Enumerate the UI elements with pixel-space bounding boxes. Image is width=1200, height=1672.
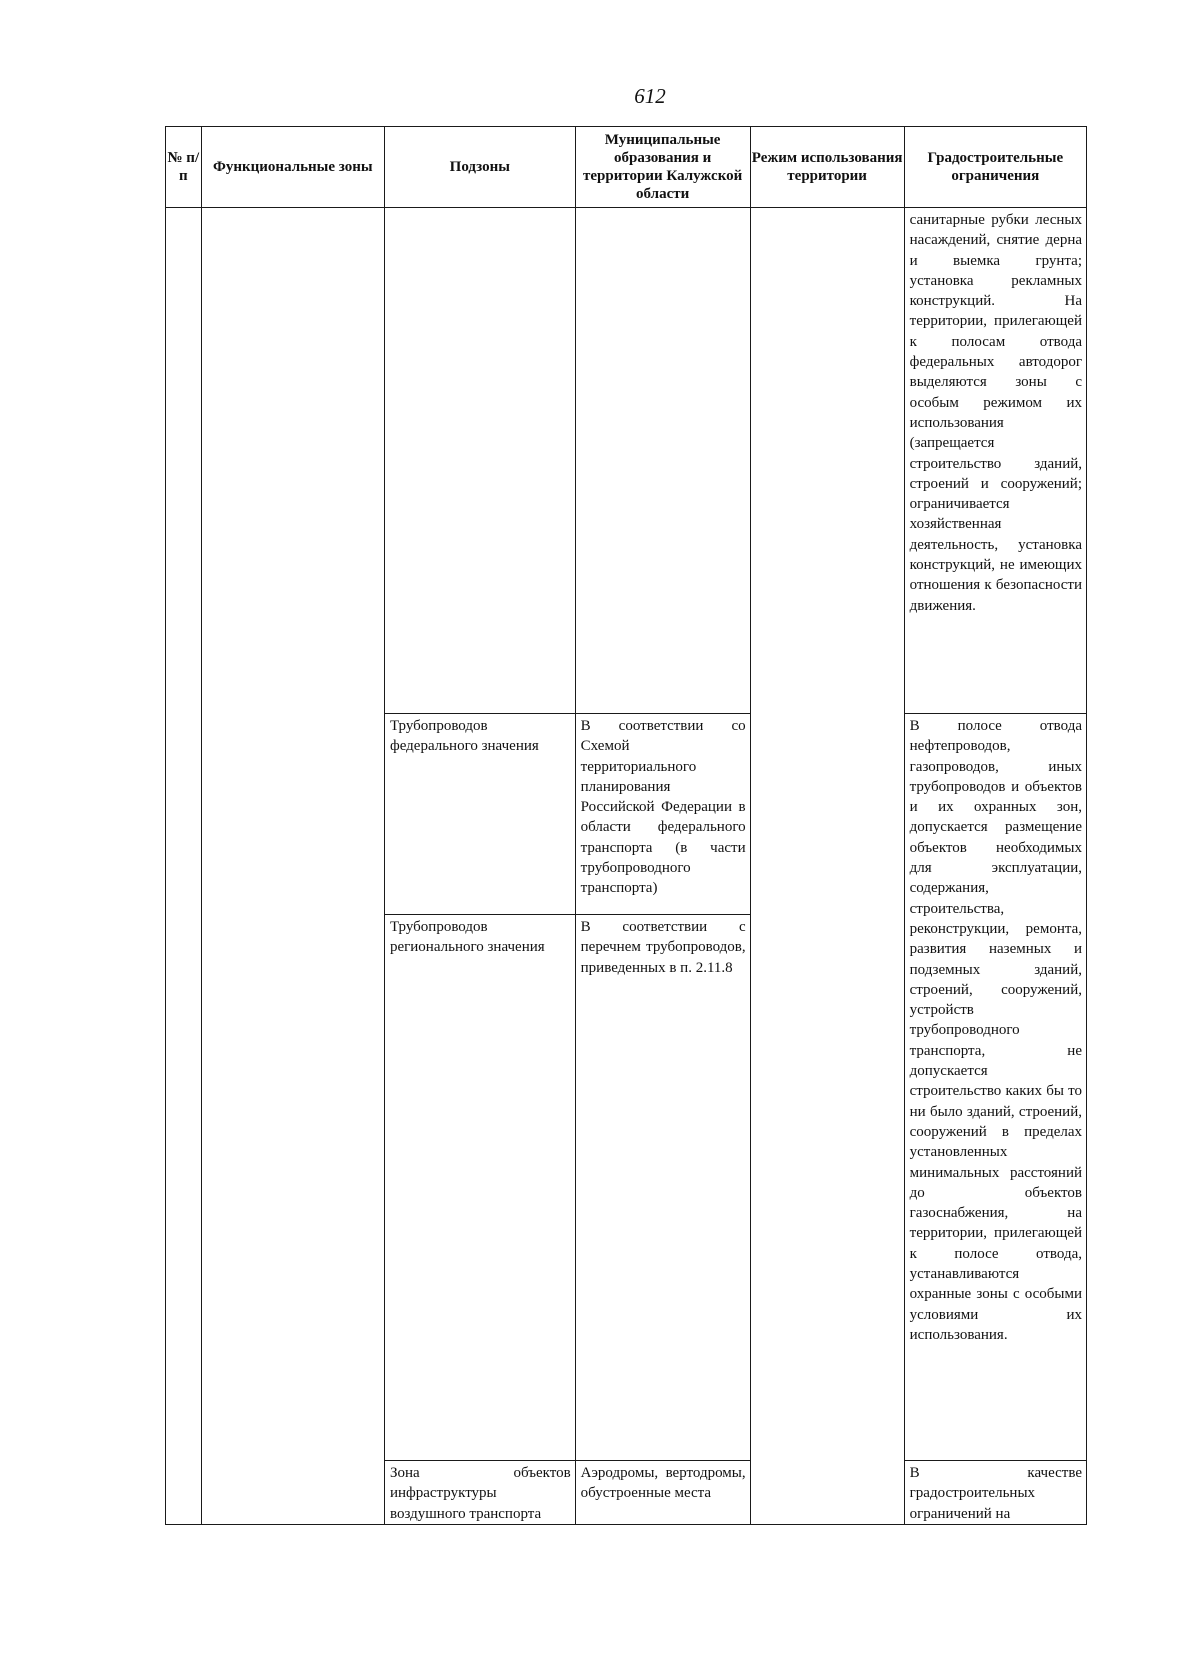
page-number: 612 — [634, 84, 666, 108]
restriction-text: В полосе отвода нефтепроводов, газопроводов, иных трубопроводов и объектов и их охранных зон, допускается размещение объектов необходимых для эксплуатации, содержания, строительства, реконструкции, ремонта, развития наземных и подземных зданий, строений, сооружений, устройств трубопроводного транспорта, не допускается строительство каких бы то ни было зданий, строений, сооружений в пределах установленных минимальных расстояний до объектов газоснабжения, на территории, прилегающей к полосе отвода, устанавливаются охранные зоны с особыми условиями их использования. — [909, 718, 1082, 1343]
subzone-text: Трубопроводов регионального значения — [389, 919, 545, 956]
table-header-row — [166, 127, 1087, 208]
restriction-cell — [904, 714, 1086, 1461]
header-restrictions: Градостроительные ограничения — [904, 127, 1086, 208]
table-row — [166, 208, 1087, 714]
municipality-cell — [575, 1461, 750, 1525]
municipality-text: Аэродромы, вертодромы, обустроенные места — [580, 1465, 746, 1502]
subzone-cell — [384, 1461, 575, 1525]
subzone-text: Зона объектов инфраструктуры воздушного транспорта — [389, 1465, 571, 1522]
municipality-cell — [575, 915, 750, 1461]
header-functional-zones: Функциональные зоны — [201, 127, 384, 208]
num-cell — [166, 208, 202, 1525]
municipality-cell — [575, 714, 750, 915]
restriction-cell — [904, 208, 1086, 714]
header-municipalities: Муниципальные образования и территории Калужской области — [575, 127, 750, 208]
subzone-text: Трубопроводов федерального значения — [389, 718, 539, 755]
subzone-text — [385, 208, 575, 210]
subzone-cell — [384, 915, 575, 1461]
header-subzones: Подзоны — [384, 127, 575, 208]
usage-mode-cell — [750, 208, 904, 1525]
subzone-cell — [384, 208, 575, 714]
header-num: № п/ п — [166, 127, 202, 208]
functional-zone-cell — [201, 208, 384, 1525]
zoning-table — [165, 126, 1087, 1525]
municipality-text — [576, 208, 750, 210]
restriction-cell — [904, 1461, 1086, 1525]
restriction-text: В качестве градостроительных ограничений на — [909, 1465, 1082, 1522]
municipality-text: В соответствии со Схемой территориального планирования Российской Федерации в области федерального транспорта (в части трубопроводного транспорта) — [580, 718, 746, 897]
municipality-cell — [575, 208, 750, 714]
subzone-cell — [384, 714, 575, 915]
restriction-text: санитарные рубки лесных насаждений, снятие дерна и выемка грунта; установка рекламных конструкций. На территории, прилегающей к полосам отвода федеральных автодорог выделяются зоны с особым режимом их использования (запрещается строительство зданий, строений и сооружений; ограничивается хозяйственная деятельность, установка конструкций, не имеющих отношения к безопасности движения. — [909, 212, 1082, 614]
municipality-text: В соответствии с перечнем трубопроводов, приведенных в п. 2.11.8 — [580, 919, 746, 976]
header-usage-mode: Режим использования территории — [750, 127, 904, 208]
